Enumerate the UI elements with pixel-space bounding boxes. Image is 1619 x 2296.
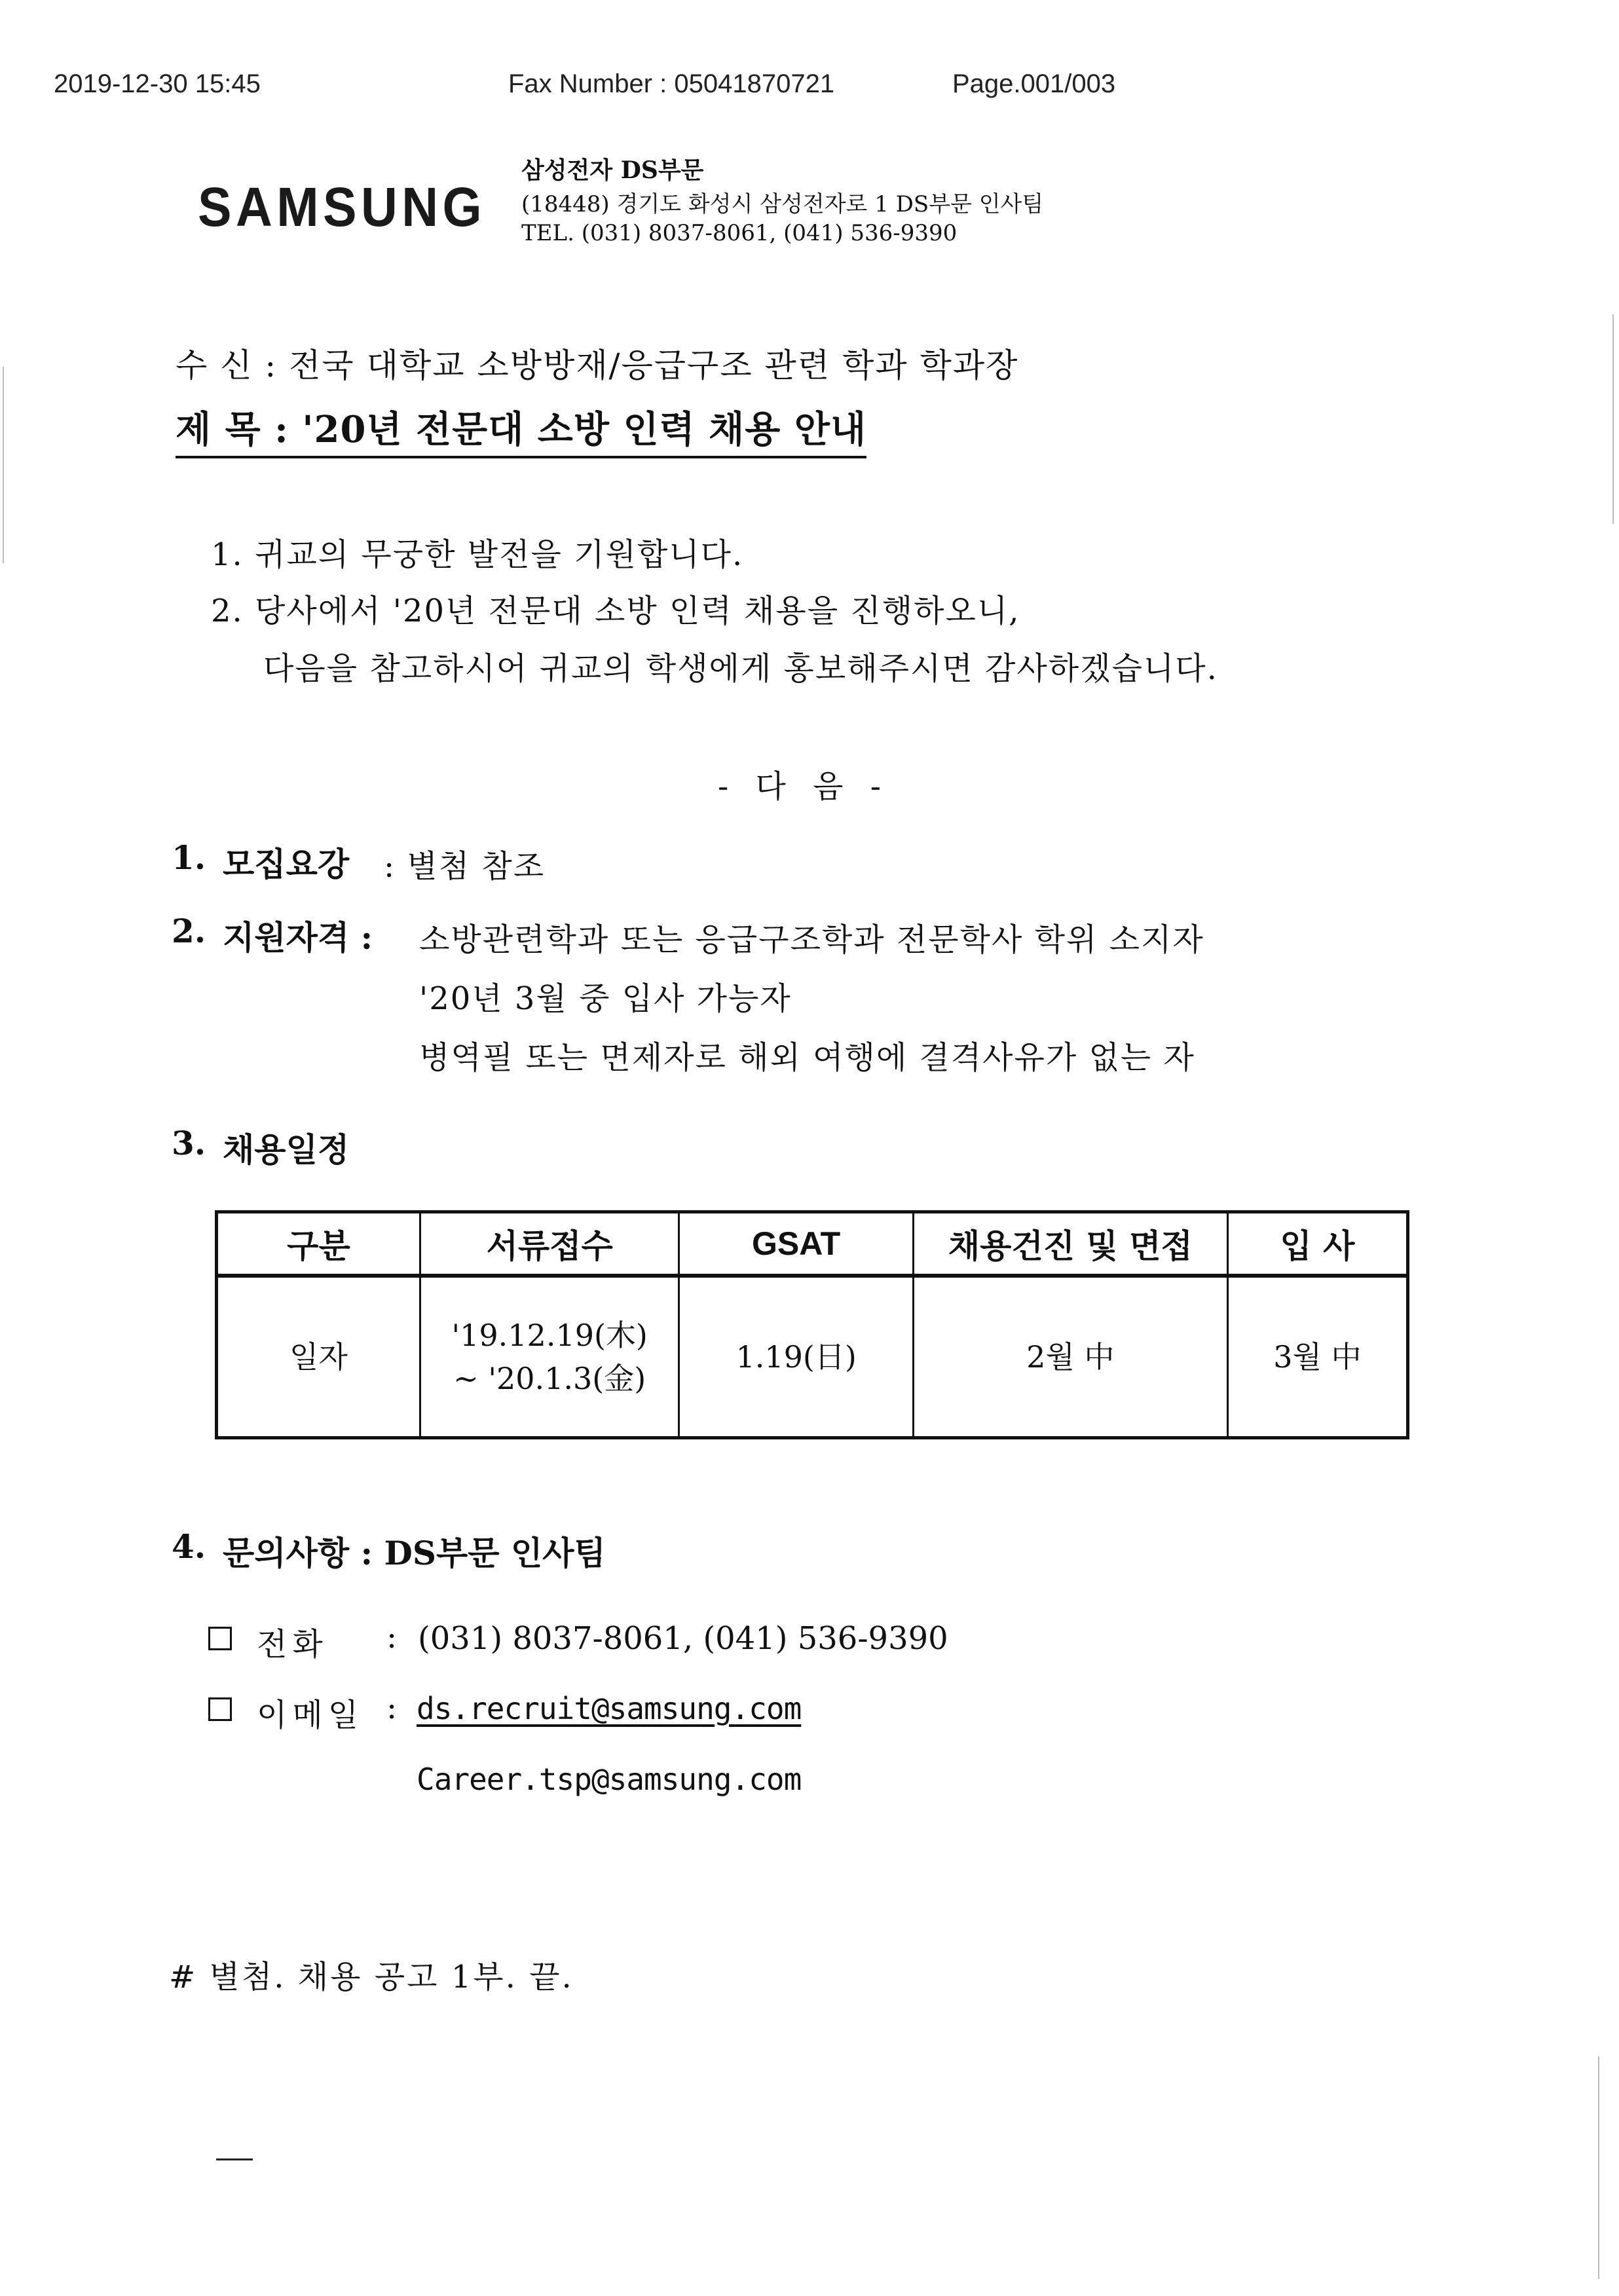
- email-colon: :: [386, 1690, 398, 1726]
- phone-number: (031) 8037-8061, (041) 536-9390: [418, 1620, 948, 1657]
- section-number: 1.: [172, 838, 206, 877]
- body-paragraph-1: 1. 귀교의 무궁한 발전을 기원합니다.: [211, 536, 744, 573]
- table-cell-document-period: [420, 1276, 679, 1438]
- section-title-schedule: 채용일정: [223, 1130, 350, 1169]
- subject-line: 제 목 : '20년 전문대 소방 인력 채용 안내: [176, 401, 866, 458]
- section-number: 4.: [172, 1527, 206, 1566]
- table-cell: 2월 中: [913, 1276, 1227, 1438]
- schedule-table: [215, 1210, 1409, 1439]
- section-number: 3.: [172, 1124, 206, 1162]
- scan-artifact: [1598, 2056, 1599, 2279]
- body-paragraph-2-cont: 다음을 참고하시어 귀교의 학생에게 홍보해주시면 감사하겠습니다.: [263, 650, 1218, 687]
- table-header-cell: GSAT: [679, 1212, 913, 1276]
- fax-page-count: Page.001/003: [952, 69, 1116, 98]
- section-title-recruitment: 모집요강: [223, 845, 350, 883]
- email-link-recruit[interactable]: ds.recruit@samsung.com: [417, 1691, 802, 1726]
- scan-artifact: [3, 367, 4, 563]
- section-divider-heading: - 다 음 -: [718, 768, 881, 805]
- fax-datetime: 2019-12-30 15:45: [54, 69, 261, 98]
- company-tel: TEL. (031) 8037-8061, (041) 536-9390: [521, 220, 958, 246]
- document-end: ~ '20.1.3(金): [453, 1361, 646, 1396]
- attachment-note: # 별첨. 채용 공고 1부. 끝.: [169, 1959, 574, 1995]
- table-header-row: [217, 1212, 1408, 1276]
- section-text: : 별첨 참조: [384, 848, 546, 885]
- table-row: [217, 1276, 1408, 1438]
- recipient-line: 수 신 : 전국 대학교 소방방재/응급구조 관련 학과 학과장: [176, 346, 1019, 384]
- email-link-career: Career.tsp@samsung.com: [417, 1762, 802, 1797]
- company-name: 삼성전자 DS부문: [521, 157, 704, 184]
- table-cell: 1.19(日): [679, 1276, 913, 1438]
- table-header-cell: 채용건진 및 면접: [913, 1212, 1227, 1276]
- section-title-qualifications: 지원자격 :: [223, 918, 373, 957]
- qualification-item: 병역필 또는 면제자로 해외 여행에 결격사유가 없는 자: [419, 1039, 1195, 1076]
- section-number: 2.: [172, 912, 206, 950]
- qualification-item: '20년 3월 중 입사 가능자: [419, 980, 792, 1017]
- table-cell: 일자: [217, 1276, 420, 1438]
- phone-label: 전화: [257, 1626, 328, 1663]
- table-header-cell: 서류접수: [420, 1212, 679, 1276]
- checkbox-icon: [208, 1697, 232, 1721]
- section-title-inquiries: 문의사항 : DS부문 인사팀: [223, 1534, 606, 1572]
- body-paragraph-2: 2. 당사에서 '20년 전문대 소방 인력 채용을 진행하오니,: [211, 593, 1020, 629]
- company-address: (18448) 경기도 화성시 삼성전자로 1 DS부문 인사팀: [521, 191, 1044, 217]
- fax-number: Fax Number : 05041870721: [508, 69, 835, 98]
- checkbox-icon: [208, 1627, 232, 1650]
- table-header-cell: 구분: [217, 1212, 420, 1276]
- qualification-item: 소방관련학과 또는 응급구조학과 전문학사 학위 소지자: [419, 921, 1204, 958]
- samsung-logo: SAMSUNG: [198, 176, 487, 238]
- document-start: '19.12.19(木): [451, 1318, 648, 1353]
- scan-artifact: [1612, 314, 1614, 524]
- page-dash-mark: [216, 2158, 253, 2160]
- phone-colon: :: [386, 1619, 398, 1656]
- table-header-cell: 입 사: [1227, 1212, 1407, 1276]
- table-cell: 3월 中: [1227, 1276, 1407, 1438]
- email-label: 이메일: [257, 1697, 364, 1733]
